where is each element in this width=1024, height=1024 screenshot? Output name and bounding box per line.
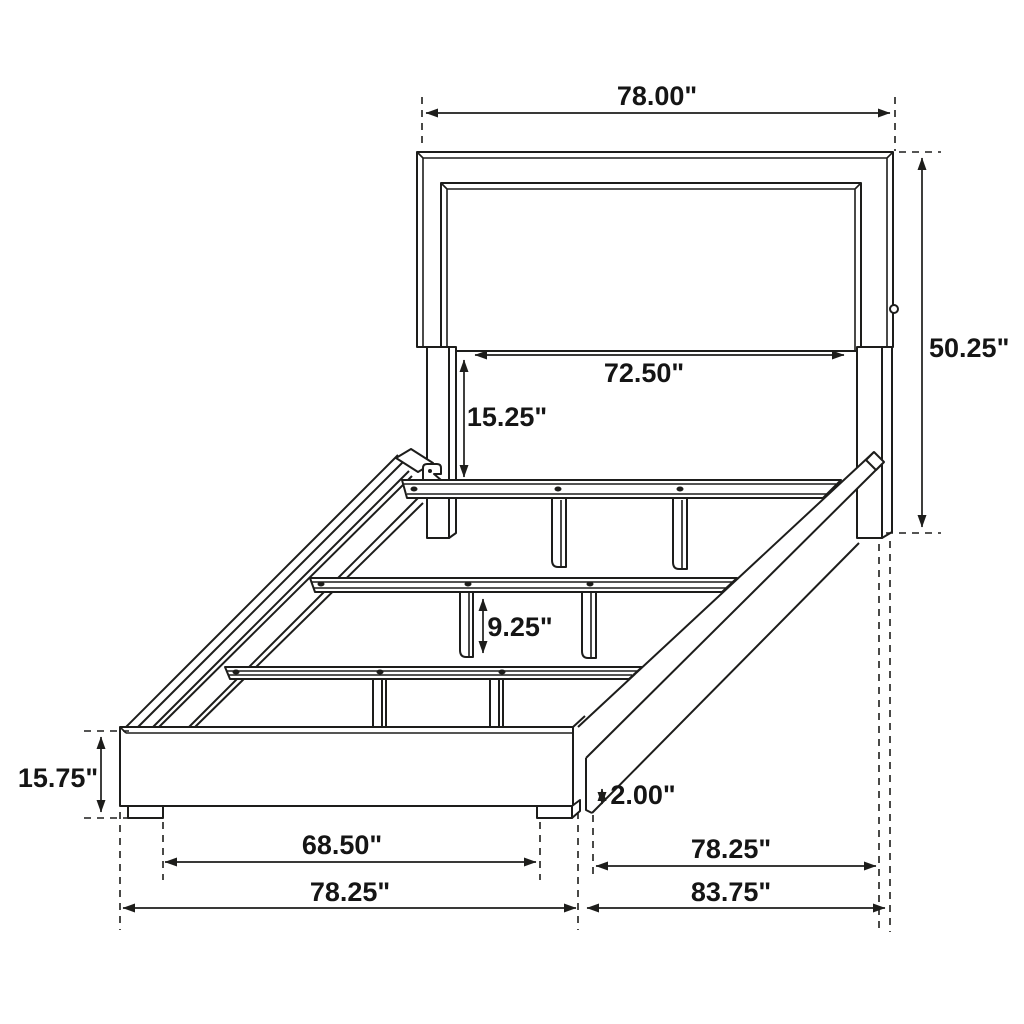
dim-rail-lip (602, 780, 676, 810)
slat-support (460, 591, 473, 657)
dim-label-panel-width: 72.50" (603, 358, 685, 388)
dim-panel-width (475, 355, 844, 388)
dim-headboard-height (922, 158, 1009, 527)
dim-overall-length (587, 877, 885, 908)
footboard-foot-right (537, 806, 572, 818)
headboard (417, 152, 898, 351)
headboard-leg-right (857, 347, 892, 538)
headboard-panel (441, 183, 861, 351)
dim-footboard-inner-width (165, 830, 536, 862)
dim-headboard-leg (464, 360, 547, 477)
side-rail-right (578, 452, 884, 813)
slat-support (490, 678, 503, 727)
dim-label-headboard-leg: 15.25" (466, 402, 548, 432)
dim-label-overall-length: 83.75" (690, 877, 772, 907)
dim-label-headboard-height: 50.25" (929, 333, 1010, 363)
dim-rail-span (596, 834, 876, 866)
slat-support (582, 591, 596, 658)
dim-label-rail-lip: 2.00" (610, 780, 676, 810)
dim-footboard-width (123, 877, 576, 908)
dim-label-rail-span: 78.25" (690, 834, 772, 864)
dim-headboard-width (426, 81, 890, 113)
dim-label-footboard-height: 15.75" (17, 763, 99, 793)
slat-rail-bottom (225, 667, 642, 679)
dim-label-footboard-width: 78.25" (309, 877, 391, 907)
headboard-leg-left (427, 347, 456, 538)
dim-label-footboard-inner-width: 68.50" (301, 830, 383, 860)
dim-slat-leg-height (483, 599, 553, 653)
dim-footboard-height (18, 737, 101, 812)
slat-rail-middle (310, 578, 737, 592)
footboard-foot-left (128, 806, 163, 818)
rail-bottom-lip (586, 758, 592, 813)
headboard-side-peg (890, 305, 898, 313)
dim-label-slat-leg-height: 9.25" (487, 612, 553, 642)
footboard (120, 716, 585, 818)
slat-support (552, 499, 566, 567)
slat-support (373, 678, 386, 727)
slat-rail-top (402, 480, 841, 498)
dim-label-headboard-width: 78.00" (616, 81, 698, 111)
slat-support (673, 499, 687, 569)
